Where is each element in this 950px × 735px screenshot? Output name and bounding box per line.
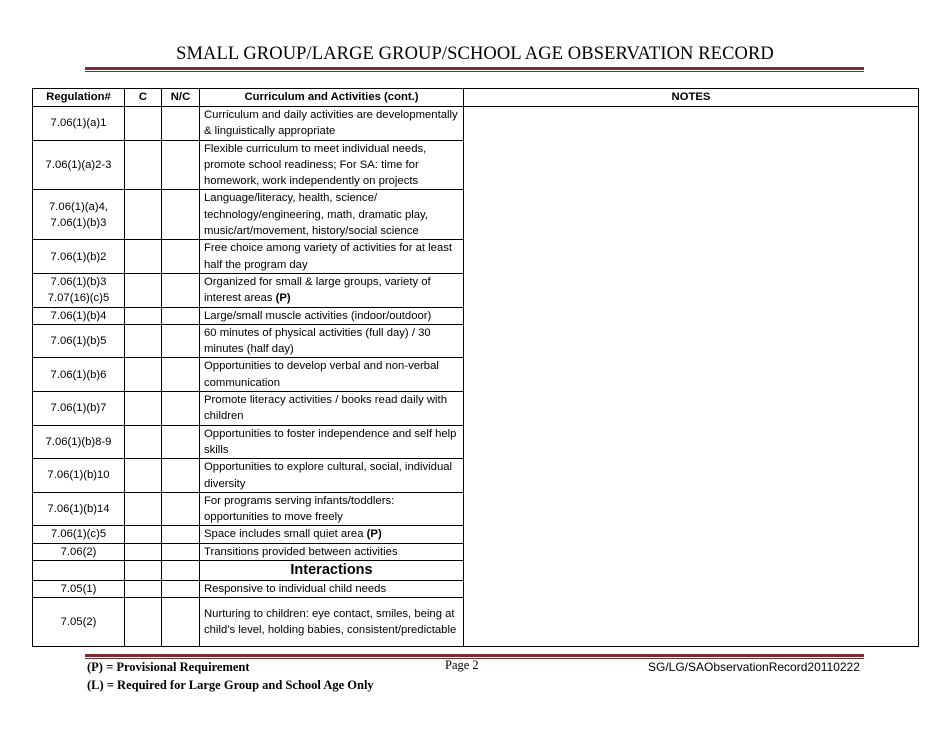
description-cell: Opportunities to explore cultural, social, individual diversity	[200, 459, 464, 493]
description-cell: Flexible curriculum to meet individual needs, promote school readiness; For SA: time for homework, work independently on projects	[200, 140, 464, 190]
regulation-cell: 7.06(1)(c)5	[33, 526, 125, 543]
description-cell	[200, 273, 464, 307]
regulation-cell: 7.06(1)(a)4, 7.06(1)(b)3	[33, 190, 125, 240]
c-checkbox-cell[interactable]	[125, 358, 162, 392]
nc-checkbox-cell[interactable]	[162, 190, 200, 240]
legend-large-group: (L) = Required for Large Group and School Age Only	[87, 678, 374, 692]
regulation-cell: 7.06(1)(b)10	[33, 459, 125, 493]
regulation-cell: 7.06(1)(b)3 7.07(16)(c)5	[33, 273, 125, 307]
regulation-cell: 7.05(1)	[33, 581, 125, 598]
nc-checkbox-cell[interactable]	[162, 425, 200, 459]
c-checkbox-cell[interactable]	[125, 425, 162, 459]
provisional-flag: (P)	[275, 292, 291, 305]
observation-table	[32, 88, 919, 647]
nc-checkbox-cell[interactable]	[162, 273, 200, 307]
regulation-cell: 7.06(1)(b)6	[33, 358, 125, 392]
description-cell: Curriculum and daily activities are developmentally & linguistically appropriate	[200, 107, 464, 141]
description-cell: Opportunities to develop verbal and non-verbal communication	[200, 358, 464, 392]
regulation-cell: 7.06(1)(b)8-9	[33, 425, 125, 459]
c-checkbox-cell[interactable]	[125, 190, 162, 240]
c-checkbox-cell[interactable]	[125, 526, 162, 543]
description-cell: 60 minutes of physical activities (full day) / 30 minutes (half day)	[200, 324, 464, 358]
header-c: C	[125, 89, 162, 107]
table-row	[33, 107, 919, 141]
header-notes: NOTES	[464, 89, 919, 107]
description-cell: Language/literacy, health, science/ technology/engineering, math, dramatic play, music/art/movement, history/social science	[200, 190, 464, 240]
c-checkbox-cell[interactable]	[125, 492, 162, 526]
regulation-cell: 7.06(1)(b)5	[33, 324, 125, 358]
footer-legend	[87, 658, 374, 694]
nc-checkbox-cell[interactable]	[162, 240, 200, 274]
c-checkbox-cell[interactable]	[125, 598, 162, 647]
nc-checkbox-cell[interactable]	[162, 598, 200, 647]
nc-checkbox-cell[interactable]	[162, 526, 200, 543]
nc-checkbox-cell[interactable]	[162, 307, 200, 324]
description-cell: Opportunities to foster independence and self help skills	[200, 425, 464, 459]
c-checkbox-cell[interactable]	[125, 240, 162, 274]
nc-checkbox-cell[interactable]	[162, 324, 200, 358]
c-checkbox-cell[interactable]	[125, 273, 162, 307]
header-curriculum: Curriculum and Activities (cont.)	[200, 89, 464, 107]
nc-checkbox-cell[interactable]	[162, 358, 200, 392]
document-id: SG/LG/SAObservationRecord20110222	[648, 660, 860, 674]
page-title: SMALL GROUP/LARGE GROUP/SCHOOL AGE OBSERVATION RECORD	[176, 44, 774, 64]
description-cell: Nurturing to children: eye contact, smiles, being at child’s level, holding babies, consistent/predictable	[200, 598, 464, 647]
nc-checkbox-cell[interactable]	[162, 392, 200, 426]
regulation-cell: 7.06(2)	[33, 543, 125, 560]
c-checkbox-cell[interactable]	[125, 459, 162, 493]
c-checkbox-cell[interactable]	[125, 581, 162, 598]
regulation-cell: 7.06(1)(b)7	[33, 392, 125, 426]
c-checkbox-cell[interactable]	[125, 392, 162, 426]
c-checkbox-cell[interactable]	[125, 307, 162, 324]
nc-checkbox-cell[interactable]	[162, 107, 200, 141]
regulation-cell: 7.06(1)(a)1	[33, 107, 125, 141]
description-cell: For programs serving infants/toddlers: opportunities to move freely	[200, 492, 464, 526]
nc-checkbox-cell[interactable]	[162, 543, 200, 560]
legend-provisional: (P) = Provisional Requirement	[87, 660, 250, 674]
header-nc: N/C	[162, 89, 200, 107]
c-checkbox-cell[interactable]	[125, 543, 162, 560]
header-regulation: Regulation#	[33, 89, 125, 107]
empty-cell	[162, 561, 200, 581]
nc-checkbox-cell[interactable]	[162, 492, 200, 526]
description-cell: Free choice among variety of activities for at least half the program day	[200, 240, 464, 274]
description-cell: Transitions provided between activities	[200, 543, 464, 560]
provisional-flag: (P)	[366, 528, 382, 541]
table-header-row	[33, 89, 919, 107]
page-number: Page 2	[445, 658, 479, 672]
description-cell: Promote literacy activities / books read daily with children	[200, 392, 464, 426]
description-text: Space includes small quiet area	[204, 528, 364, 541]
description-cell: Large/small muscle activities (indoor/outdoor)	[200, 307, 464, 324]
regulation-cell: 7.06(1)(b)2	[33, 240, 125, 274]
description-cell	[200, 526, 464, 543]
regulation-cell: 7.06(1)(a)2-3	[33, 140, 125, 190]
regulation-cell: 7.05(2)	[33, 598, 125, 647]
description-cell: Responsive to individual child needs	[200, 581, 464, 598]
nc-checkbox-cell[interactable]	[162, 459, 200, 493]
c-checkbox-cell[interactable]	[125, 140, 162, 190]
nc-checkbox-cell[interactable]	[162, 140, 200, 190]
c-checkbox-cell[interactable]	[125, 324, 162, 358]
nc-checkbox-cell[interactable]	[162, 581, 200, 598]
c-checkbox-cell[interactable]	[125, 107, 162, 141]
regulation-cell: 7.06(1)(b)14	[33, 492, 125, 526]
section-heading-interactions: Interactions	[200, 561, 464, 581]
empty-cell	[33, 561, 125, 581]
regulation-cell: 7.06(1)(b)4	[33, 307, 125, 324]
notes-cell[interactable]	[464, 107, 919, 647]
empty-cell	[125, 561, 162, 581]
header-rule	[85, 67, 864, 72]
description-text: Organized for small & large groups, variety of interest areas	[204, 275, 431, 305]
